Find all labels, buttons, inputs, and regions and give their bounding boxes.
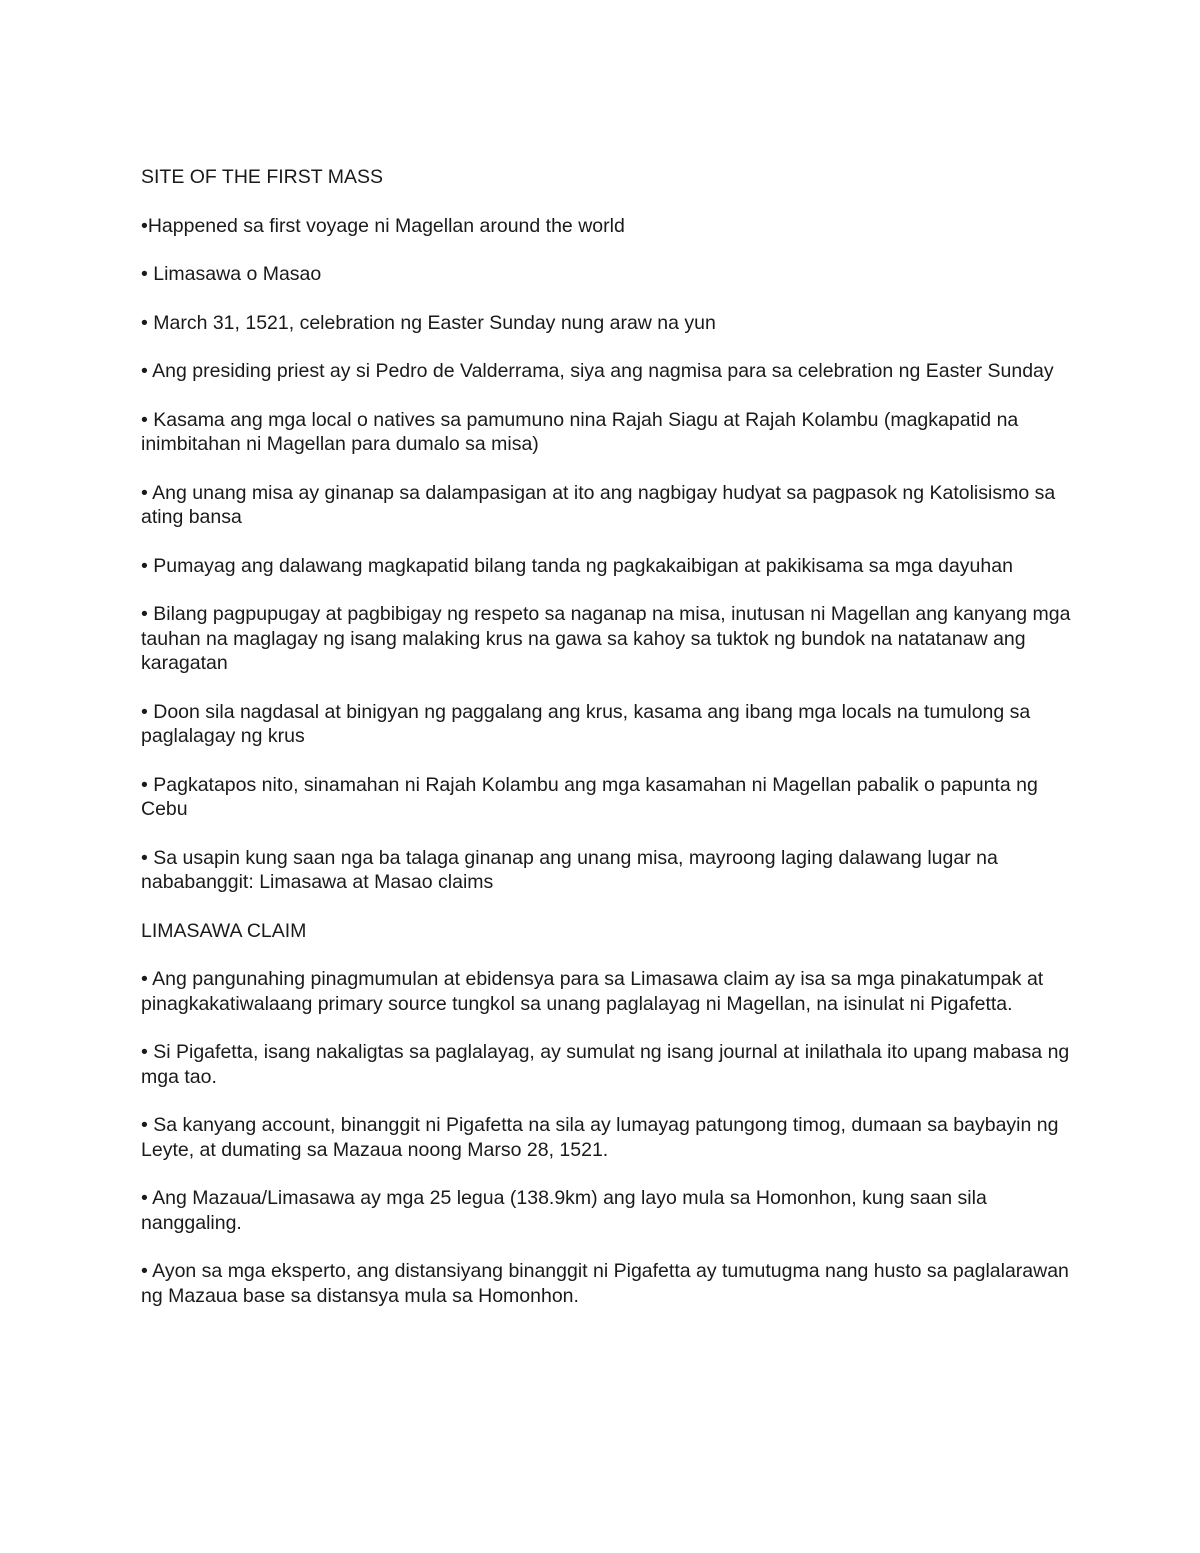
bullet-item: • Ang presiding priest ay si Pedro de Valderrama, siya ang nagmisa para sa celebration ng Easter Sunday bbox=[141, 360, 1054, 382]
bullet-item: • Ang pangunahing pinagmumulan at ebidensya para sa Limasawa claim ay isa sa mga pinakatumpak at pinagkakatiwalaang primary source tungkol sa unang paglalayag ni Magellan, na isinulat ni Pigafetta. bbox=[141, 968, 1044, 1015]
bullet-item: • Si Pigafetta, isang nakaligtas sa paglalayag, ay sumulat ng isang journal at inilathala ito upang mabasa ng mga tao. bbox=[141, 1041, 1070, 1088]
bullet-item: • Ang unang misa ay ginanap sa dalampasigan at ito ang nagbigay hudyat sa pagpasok ng Katolisismo sa ating bansa bbox=[141, 481, 1056, 528]
bullet-item: • Doon sila nagdasal at binigyan ng paggalang ang krus, kasama ang ibang mga locals na tumulong sa paglalagay ng krus bbox=[141, 700, 1031, 747]
bullet-item: • Sa usapin kung saan nga ba talaga ginanap ang unang misa, mayroong laging dalawang lugar na nababanggit: Limasawa at Masao claims bbox=[141, 846, 998, 893]
bullet-item: • Ang Mazaua/Limasawa ay mga 25 legua (138.9km) ang layo mula sa Homonhon, kung saan sila nanggaling. bbox=[141, 1187, 987, 1234]
bullet-item: •Happened sa first voyage ni Magellan around the world bbox=[141, 214, 625, 237]
bullet-item: • Pumayag ang dalawang magkapatid bilang tanda ng pagkakaibigan at pakikisama sa mga dayuhan bbox=[141, 554, 1013, 577]
section-heading: LIMASAWA CLAIM bbox=[141, 919, 307, 942]
bullet-item: • Ayon sa mga eksperto, ang distansiyang binanggit ni Pigafetta ay tumutugma nang husto sa paglalarawan ng Mazaua base sa distansya mula sa Homonhon. bbox=[141, 1260, 1069, 1307]
section-first-mass bbox=[141, 165, 1071, 895]
section-heading: SITE OF THE FIRST MASS bbox=[141, 166, 383, 188]
bullet-item: • Bilang pagpupugay at pagbibigay ng respeto sa naganap na misa, inutusan ni Magellan ang kanyang mga tauhan na maglagay ng isang malaking krus na gawa sa kahoy sa tuktok ng bundok na natatanaw ang karagatan bbox=[141, 603, 1071, 674]
bullet-item: • Limasawa o Masao bbox=[141, 263, 322, 285]
section-limasawa-claim bbox=[141, 919, 1071, 1309]
bullet-item: • Sa kanyang account, binanggit ni Pigafetta na sila ay lumayag patungong timog, dumaan sa baybayin ng Leyte, at dumating sa Mazaua noong Marso 28, 1521. bbox=[141, 1114, 1059, 1161]
bullet-item: • Kasama ang mga local o natives sa pamumuno nina Rajah Siagu at Rajah Kolambu (magkapatid na inimbitahan ni Magellan para dumalo sa misa) bbox=[141, 408, 1019, 455]
bullet-item: • Pagkatapos nito, sinamahan ni Rajah Kolambu ang mga kasamahan ni Magellan pabalik o papunta ng Cebu bbox=[141, 773, 1038, 820]
bullet-item: • March 31, 1521, celebration ng Easter Sunday nung araw na yun bbox=[141, 311, 716, 334]
document-body bbox=[141, 165, 1071, 1332]
